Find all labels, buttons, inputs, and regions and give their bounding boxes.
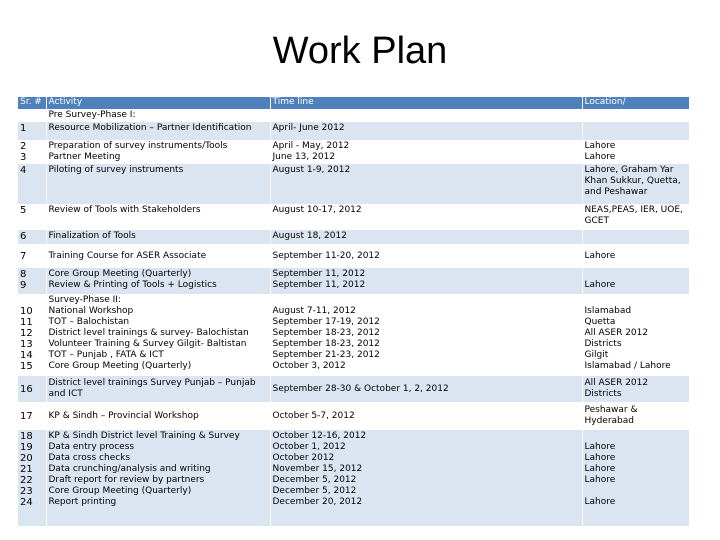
table-row [18,164,689,204]
cell-activity: KP & Sindh – Provincial Workshop [46,402,270,430]
cell-sr: 5 [18,204,46,230]
header-sr: Sr. # [18,97,46,109]
cell-sr: 8 9 [18,268,46,294]
cell-activity: Resource Mobilization – Partner Identification [46,122,270,140]
cell-location: All ASER 2012 Districts [582,376,689,402]
cell-timeline: August 1-9, 2012 [270,164,582,204]
table-row [18,122,689,140]
table-row [18,294,689,376]
cell-location [582,230,689,244]
cell-activity: Preparation of survey instruments/Tools Partner Meeting [46,140,270,164]
cell-timeline: April- June 2012 [270,122,582,140]
header-timeline: Time line [270,97,582,109]
cell-activity: Finalization of Tools [46,230,270,244]
table-body [18,109,689,526]
cell-activity: Training Course for ASER Associate [46,244,270,268]
table-row [18,402,689,430]
cell-timeline [270,109,582,122]
header-activity: Activity [46,97,270,109]
cell-sr: 6 [18,230,46,244]
cell-activity: KP & Sindh District level Training & Survey Data entry process Data cross checks Data crunching/analysis and writing Draft report for review by partners Core Group Meeting (Quarterly) Report printing [46,430,270,526]
cell-location: Lahore [582,244,689,268]
cell-timeline: April - May, 2012 June 13, 2012 [270,140,582,164]
cell-timeline: September 28-30 & October 1, 2, 2012 [270,376,582,402]
cell-sr: 10 11 12 13 14 15 [18,294,46,376]
cell-location: Lahore Lahore Lahore Lahore Lahore [582,430,689,526]
cell-sr: 17 [18,402,46,430]
table-row [18,204,689,230]
table-row [18,244,689,268]
cell-sr: 16 [18,376,46,402]
cell-location [582,122,689,140]
work-plan-table [18,97,690,526]
cell-location: Lahore Lahore [582,140,689,164]
cell-sr: 7 [18,244,46,268]
cell-location: Lahore [582,268,689,294]
table-row [18,268,689,294]
cell-timeline: August 10-17, 2012 [270,204,582,230]
cell-activity: District level trainings Survey Punjab – Punjab and ICT [46,376,270,402]
table-row [18,230,689,244]
table-header-row [18,97,689,109]
cell-location: NEAS,PEAS, IER, UOE, GCET [582,204,689,230]
cell-activity: Review of Tools with Stakeholders [46,204,270,230]
cell-sr: 2 3 [18,140,46,164]
cell-sr: 18 19 20 21 22 23 24 [18,430,46,526]
cell-activity: Pre Survey-Phase I: [46,109,270,122]
cell-sr [18,109,46,122]
cell-timeline: September 11, 2012 September 11, 2012 [270,268,582,294]
cell-timeline: October 12-16, 2012 October 1, 2012 October 2012 November 15, 2012 December 5, 2012 December 5, 2012 December 20, 2012 [270,430,582,526]
cell-location: Peshawar & Hyderabad [582,402,689,430]
cell-timeline: October 5-7, 2012 [270,402,582,430]
cell-location [582,109,689,122]
cell-sr: 1 [18,122,46,140]
header-location: Location/ [582,97,689,109]
table-row [18,140,689,164]
table-row [18,109,689,122]
cell-activity: Piloting of survey instruments [46,164,270,204]
cell-location: Islamabad Quetta All ASER 2012 Districts Gilgit Islamabad / Lahore [582,294,689,376]
table-row [18,430,689,526]
cell-timeline: August 7-11, 2012 September 17-19, 2012 September 18-23, 2012 September 18-23, 2012 September 21-23, 2012 October 3, 2012 [270,294,582,376]
cell-activity: Survey-Phase II: National Workshop TOT – Balochistan District level trainings & survey- Balochistan Volunteer Training & Survey Gilgit- Baltistan TOT – Punjab , FATA & ICT Core Group Meeting (Quarterly) [46,294,270,376]
cell-timeline: August 18, 2012 [270,230,582,244]
cell-timeline: September 11-20, 2012 [270,244,582,268]
cell-activity: Core Group Meeting (Quarterly) Review & Printing of Tools + Logistics [46,268,270,294]
table-row [18,376,689,402]
page-title: Work Plan [272,30,448,72]
cell-sr: 4 [18,164,46,204]
cell-location: Lahore, Graham Yar Khan Sukkur, Quetta, and Peshawar [582,164,689,204]
